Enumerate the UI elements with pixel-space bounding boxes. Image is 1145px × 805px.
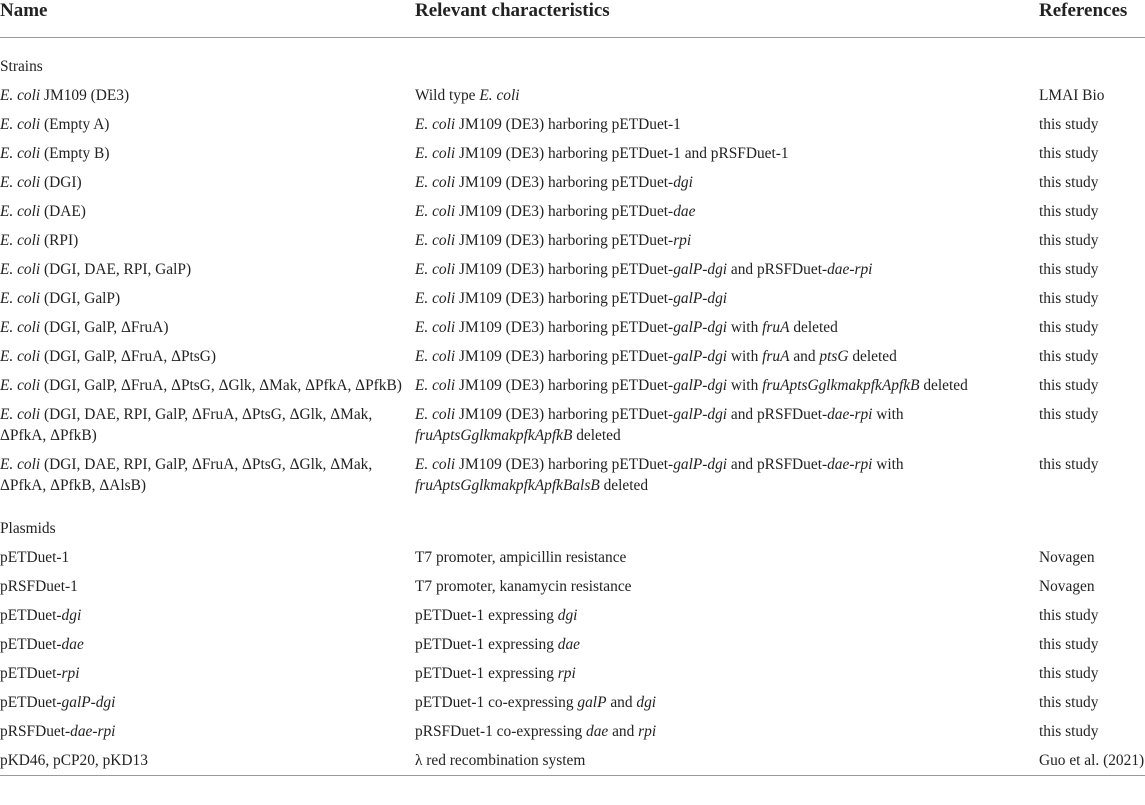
italic-text: mak	[490, 477, 516, 494]
text-run: JM109 (DE3) harboring pETDuet-	[455, 377, 674, 394]
cell-name	[0, 746, 415, 776]
text-run: pETDuet-1	[0, 549, 70, 566]
text-run: JM109 (DE3) harboring pETDuet-	[455, 348, 674, 365]
cell-characteristics	[415, 284, 1037, 313]
italic-text: galP-dgi	[673, 456, 728, 473]
cell-name	[0, 81, 415, 110]
section-label: Plasmids	[0, 520, 56, 537]
text-run: pRSFDuet-	[0, 723, 71, 740]
cell-reference: this study	[1039, 377, 1099, 394]
italic-text: dgi	[673, 174, 693, 191]
text-run: JM109 (DE3) harboring pETDuet-	[455, 232, 674, 249]
text-run: and	[789, 348, 820, 365]
text-run: (DGI, GalP)	[40, 290, 121, 307]
text-run: (DGI, GalP, ΔFruA, ΔPtsG, ΔGlk, ΔMak, ΔPfkA, ΔPfkB)	[40, 377, 402, 394]
cell-reference: this study	[1039, 174, 1099, 191]
italic-text: pfkA	[515, 427, 545, 444]
italic-text: fruA	[415, 427, 443, 444]
table-row	[0, 255, 1145, 284]
text-run: pETDuet-1 expressing	[415, 665, 558, 682]
cell-characteristics	[415, 342, 1037, 371]
italic-text: E. coli	[0, 377, 41, 394]
text-run: JM109 (DE3)	[40, 87, 130, 104]
italic-text: dae-rpi	[827, 456, 873, 473]
italic-text: rpi	[61, 665, 80, 682]
table-row	[0, 659, 1145, 688]
text-run: JM109 (DE3) harboring pETDuet-1 and pRSFDuet-1	[455, 145, 789, 162]
italic-text: fruA	[762, 377, 790, 394]
cell-reference: this study	[1039, 232, 1099, 249]
italic-text: fruA	[415, 477, 443, 494]
text-run: and pRSFDuet-	[727, 261, 828, 278]
text-run: deleted	[919, 377, 968, 394]
italic-text: ptsG	[819, 348, 849, 365]
italic-text: E. coli	[0, 456, 41, 473]
italic-text: dae-rpi	[827, 261, 873, 278]
italic-text: E. coli	[0, 261, 41, 278]
italic-text: mak	[490, 427, 516, 444]
cell-name	[0, 659, 415, 688]
cell-characteristics	[415, 313, 1037, 342]
cell-name	[0, 284, 415, 313]
cell-reference: this study	[1039, 203, 1099, 220]
italic-text: E. coli	[0, 174, 41, 191]
italic-text: E. coli	[0, 290, 41, 307]
italic-text: rpi	[673, 232, 692, 249]
italic-text: E. coli	[0, 145, 41, 162]
table-row	[0, 81, 1145, 110]
cell-name	[0, 601, 415, 630]
table-row	[0, 717, 1145, 746]
italic-text: glk	[818, 377, 838, 394]
cell-name	[0, 717, 415, 746]
table-row	[0, 313, 1145, 342]
cell-name	[0, 400, 415, 450]
text-run: deleted	[848, 348, 897, 365]
cell-characteristics	[415, 197, 1037, 226]
text-run: T7 promoter, kanamycin resistance	[415, 578, 632, 595]
italic-text: rpi	[557, 665, 576, 682]
italic-text: E. coli	[0, 232, 41, 249]
cell-characteristics	[415, 572, 1037, 601]
italic-text: glk	[471, 427, 491, 444]
cell-name	[0, 110, 415, 139]
italic-text: dgi	[636, 694, 657, 711]
cell-reference: this study	[1039, 116, 1099, 133]
cell-characteristics	[415, 168, 1037, 197]
italic-text: E. coli	[415, 456, 456, 473]
italic-text: galP-dgi	[673, 377, 728, 394]
italic-text: dae	[557, 636, 580, 653]
table-row	[0, 197, 1145, 226]
table-row	[0, 450, 1145, 500]
italic-text: ptsG	[442, 427, 472, 444]
text-run: pETDuet-1 expressing	[415, 607, 558, 624]
italic-text: mak	[837, 377, 864, 394]
cell-name	[0, 139, 415, 168]
cell-characteristics	[415, 226, 1037, 255]
cell-name	[0, 450, 415, 500]
text-run: with	[872, 456, 904, 473]
cell-reference: this study	[1039, 261, 1099, 278]
italic-text: galP-dgi	[673, 261, 728, 278]
cell-name	[0, 197, 415, 226]
cell-characteristics	[415, 543, 1037, 572]
italic-text: E. coli	[415, 377, 456, 394]
italic-text: E. coli	[479, 87, 520, 104]
italic-text: E. coli	[0, 319, 41, 336]
text-run: T7 promoter, ampicillin resistance	[415, 549, 627, 566]
table-row	[0, 168, 1145, 197]
text-run: pRSFDuet-1 co-expressing	[415, 723, 586, 740]
cell-characteristics	[415, 110, 1037, 139]
text-run: pETDuet-	[0, 636, 62, 653]
cell-reference: LMAI Bio	[1039, 87, 1105, 104]
table-row	[0, 400, 1145, 450]
text-run: and pRSFDuet-	[727, 406, 828, 423]
section-row	[0, 38, 1145, 82]
italic-text: E. coli	[0, 406, 41, 423]
text-run: (DGI, GalP, ΔFruA, ΔPtsG)	[40, 348, 217, 365]
text-run: Wild type	[415, 87, 480, 104]
table-row	[0, 572, 1145, 601]
text-run: deleted	[599, 477, 649, 494]
italic-text: E. coli	[415, 348, 456, 365]
cell-reference: this study	[1039, 665, 1099, 682]
text-run: pKD46, pCP20, pKD13	[0, 752, 148, 769]
cell-characteristics	[415, 81, 1037, 110]
text-run: deleted	[572, 427, 621, 444]
table-row	[0, 630, 1145, 659]
cell-name	[0, 168, 415, 197]
table-row	[0, 110, 1145, 139]
text-run: with	[872, 406, 904, 423]
cell-reference: this study	[1039, 456, 1099, 473]
cell-characteristics	[415, 746, 1037, 776]
section-row	[0, 500, 1145, 543]
cell-characteristics	[415, 717, 1037, 746]
italic-text: E. coli	[0, 203, 41, 220]
text-run: JM109 (DE3) harboring pETDuet-	[455, 290, 674, 307]
text-run: JM109 (DE3) harboring pETDuet-	[455, 406, 674, 423]
cell-characteristics	[415, 659, 1037, 688]
italic-text: dae	[673, 203, 696, 220]
text-run: JM109 (DE3) harboring pETDuet-	[455, 203, 674, 220]
italic-text: E. coli	[415, 116, 456, 133]
cell-name	[0, 226, 415, 255]
text-run: JM109 (DE3) harboring pETDuet-	[455, 319, 674, 336]
italic-text: ptsG	[442, 477, 472, 494]
text-run: pETDuet-1 co-expressing	[415, 694, 578, 711]
cell-characteristics	[415, 601, 1037, 630]
italic-text: dae	[586, 723, 609, 740]
table-row	[0, 371, 1145, 400]
table-row	[0, 226, 1145, 255]
text-run: (Empty B)	[40, 145, 110, 162]
table-row	[0, 284, 1145, 313]
section-label: Strains	[0, 58, 43, 75]
italic-text: alsB	[572, 477, 600, 494]
cell-reference: this study	[1039, 406, 1099, 423]
italic-text: E. coli	[415, 290, 456, 307]
cell-name	[0, 313, 415, 342]
table-row	[0, 746, 1145, 776]
text-run: with	[727, 319, 763, 336]
italic-text: E. coli	[415, 319, 456, 336]
text-run: JM109 (DE3) harboring pETDuet-1	[455, 116, 681, 133]
table-body	[0, 38, 1145, 776]
cell-name	[0, 688, 415, 717]
cell-reference: this study	[1039, 348, 1099, 365]
text-run: with	[727, 348, 763, 365]
cell-name	[0, 572, 415, 601]
italic-text: E. coli	[0, 87, 41, 104]
italic-text: pfkB	[544, 427, 573, 444]
italic-text: dgi	[61, 607, 82, 624]
italic-text: pfkB	[891, 377, 920, 394]
cell-reference: Novagen	[1039, 578, 1095, 595]
italic-text: galP	[577, 694, 607, 711]
italic-text: glk	[471, 477, 491, 494]
italic-text: galP-dgi	[673, 319, 728, 336]
italic-text: dae	[61, 636, 84, 653]
header-characteristics: Relevant characteristics	[415, 0, 1037, 38]
cell-characteristics	[415, 139, 1037, 168]
text-run: and pRSFDuet-	[727, 456, 828, 473]
text-run: (DGI, DAE, RPI, GalP)	[40, 261, 192, 278]
cell-name	[0, 543, 415, 572]
text-run: and	[608, 723, 639, 740]
cell-name	[0, 255, 415, 284]
italic-text: galP-dgi	[61, 694, 116, 711]
italic-text: rpi	[638, 723, 657, 740]
header-name: Name	[0, 0, 415, 38]
text-run: (DGI)	[40, 174, 82, 191]
text-run: pETDuet-	[0, 665, 62, 682]
table-row	[0, 342, 1145, 371]
table-row	[0, 139, 1145, 168]
text-run: (DGI, GalP, ΔFruA)	[40, 319, 169, 336]
italic-text: E. coli	[0, 116, 41, 133]
header-references: References	[1037, 0, 1145, 38]
italic-text: dgi	[557, 607, 578, 624]
italic-text: E. coli	[415, 174, 456, 191]
cell-reference: this study	[1039, 145, 1099, 162]
text-run: (RPI)	[40, 232, 79, 249]
cell-reference: this study	[1039, 290, 1099, 307]
italic-text: E. coli	[0, 348, 41, 365]
cell-name	[0, 371, 415, 400]
italic-text: fruA	[762, 348, 790, 365]
text-run: pRSFDuet-1	[0, 578, 78, 595]
cell-characteristics	[415, 688, 1037, 717]
cell-name	[0, 342, 415, 371]
cell-reference: this study	[1039, 607, 1099, 624]
cell-reference: Guo et al. (2021)	[1037, 746, 1145, 776]
cell-reference: Novagen	[1039, 549, 1095, 566]
italic-text: pfkA	[863, 377, 892, 394]
cell-characteristics	[415, 255, 1037, 284]
header-row	[0, 0, 1145, 38]
italic-text: E. coli	[415, 203, 456, 220]
cell-characteristics	[415, 630, 1037, 659]
italic-text: dae-rpi	[827, 406, 873, 423]
italic-text: E. coli	[415, 261, 456, 278]
italic-text: galP-dgi	[673, 406, 728, 423]
text-run: deleted	[789, 319, 838, 336]
text-run: (DGI, DAE, RPI, GalP, ΔFruA, ΔPtsG, ΔGlk, ΔMak, ΔPfkA, ΔPfkB)	[0, 406, 373, 444]
italic-text: fruA	[762, 319, 790, 336]
italic-text: E. coli	[415, 145, 456, 162]
text-run: (Empty A)	[40, 116, 110, 133]
italic-text: galP-dgi	[673, 290, 728, 307]
italic-text: pfkB	[544, 477, 573, 494]
text-run: pETDuet-	[0, 607, 62, 624]
cell-reference: this study	[1039, 694, 1099, 711]
cell-characteristics	[415, 450, 1037, 500]
text-run: (DGI, DAE, RPI, GalP, ΔFruA, ΔPtsG, ΔGlk, ΔMak, ΔPfkA, ΔPfkB, ΔAlsB)	[0, 456, 373, 494]
cell-reference: this study	[1039, 636, 1099, 653]
cell-characteristics	[415, 371, 1037, 400]
text-run: JM109 (DE3) harboring pETDuet-	[455, 174, 674, 191]
cell-reference: this study	[1039, 723, 1099, 740]
text-run: pETDuet-1 expressing	[415, 636, 558, 653]
cell-name	[0, 630, 415, 659]
text-run: and	[606, 694, 637, 711]
table-row	[0, 601, 1145, 630]
italic-text: galP-dgi	[673, 348, 728, 365]
cell-reference: this study	[1039, 319, 1099, 336]
italic-text: dae-rpi	[70, 723, 116, 740]
text-run: pETDuet-	[0, 694, 62, 711]
cell-characteristics	[415, 400, 1037, 450]
text-run: JM109 (DE3) harboring pETDuet-	[455, 261, 674, 278]
table-row	[0, 543, 1145, 572]
italic-text: ptsG	[789, 377, 819, 394]
text-run: with	[727, 377, 763, 394]
text-run: JM109 (DE3) harboring pETDuet-	[455, 456, 674, 473]
italic-text: E. coli	[415, 232, 456, 249]
text-run: (DAE)	[40, 203, 86, 220]
table-row	[0, 688, 1145, 717]
italic-text: E. coli	[415, 406, 456, 423]
text-run: λ red recombination system	[415, 752, 586, 769]
italic-text: pfkA	[515, 477, 545, 494]
